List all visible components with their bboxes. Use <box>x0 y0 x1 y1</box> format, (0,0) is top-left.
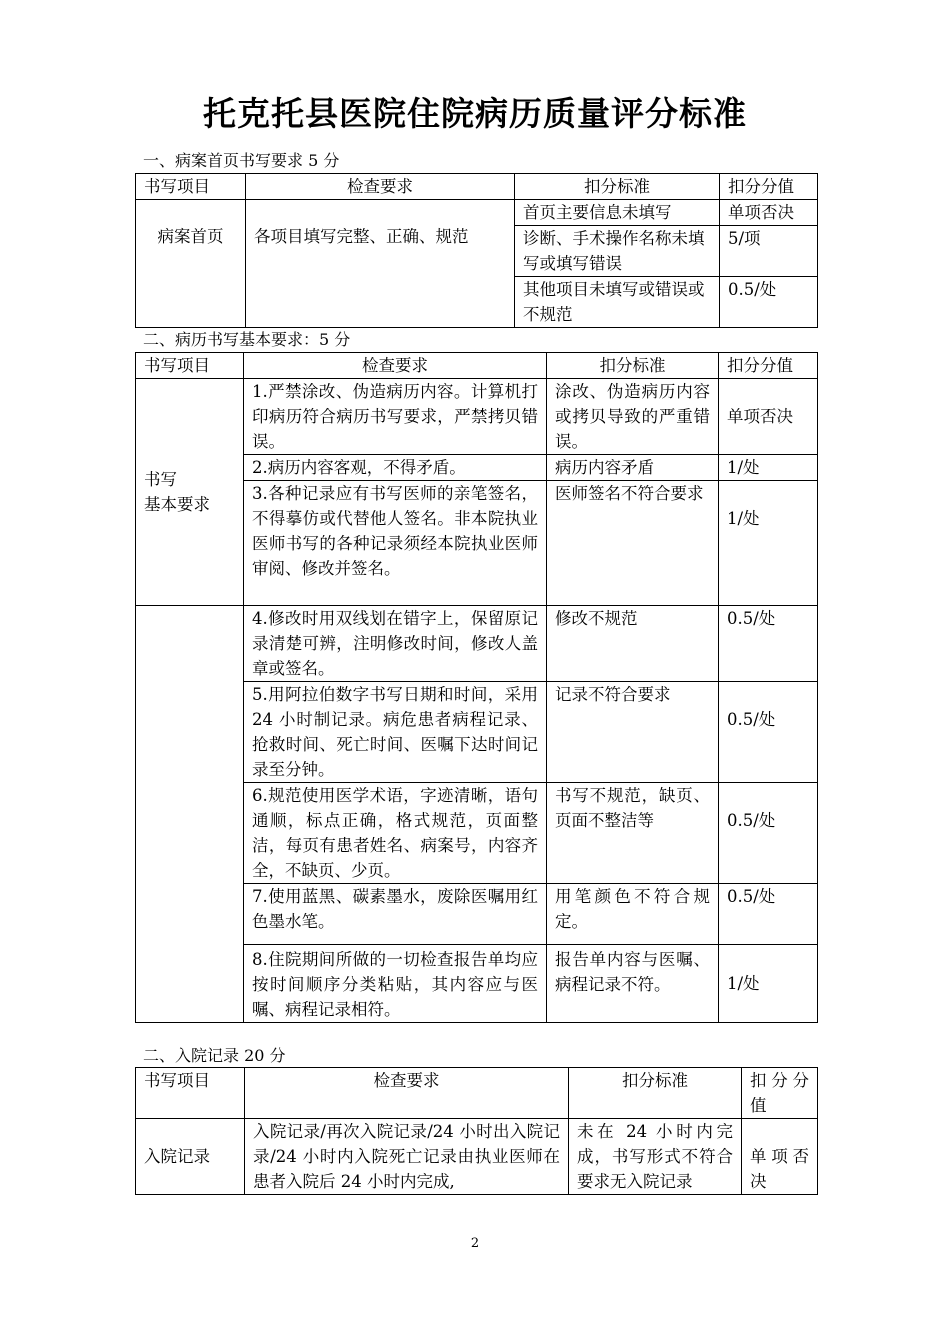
standard-cell: 未在 24 小时内完成，书写形式不符合要求无入院记录 <box>569 1119 742 1195</box>
requirement-cell: 4.修改时用双线划在错字上，保留原记录清楚可辨，注明修改时间，修改人盖章或签名。 <box>244 606 547 682</box>
score-cell: 5/项 <box>720 226 818 277</box>
standard-cell: 医师签名不符合要求 <box>547 481 719 606</box>
standard-cell: 涂改、伪造病历内容或拷贝导致的严重错误。 <box>547 379 719 455</box>
standard-cell: 用笔颜色不符合规定。 <box>547 884 719 945</box>
section1-heading: 一、病案首页书写要求 5 分 <box>143 151 340 170</box>
header-score: 扣分分值 <box>742 1068 818 1119</box>
requirement-cell: 入院记录/再次入院记录/24 小时出入院记录/24 小时内入院死亡记录由执业医师在患者入院后 24 小时内完成, <box>245 1119 569 1195</box>
requirement-cell: 各项目填写完整、正确、规范 <box>246 200 515 328</box>
standard-cell: 其他项目未填写或错误或不规范 <box>515 277 720 328</box>
header-requirement: 检查要求 <box>245 1068 569 1119</box>
header-score: 扣分分值 <box>720 174 818 200</box>
score-cell: 单项否决 <box>742 1119 818 1195</box>
header-standard: 扣分标准 <box>569 1068 742 1119</box>
section3-table <box>135 1067 818 1195</box>
item-cell: 入院记录 <box>136 1119 245 1195</box>
score-cell: 1/处 <box>719 455 818 481</box>
standard-cell: 首页主要信息未填写 <box>515 200 720 226</box>
item-cell <box>136 379 244 606</box>
score-cell: 1/处 <box>719 481 818 606</box>
score-cell: 0.5/处 <box>719 783 818 884</box>
header-score: 扣分分值 <box>719 353 818 379</box>
standard-cell: 记录不符合要求 <box>547 682 719 783</box>
standard-cell: 诊断、手术操作名称未填写或填写错误 <box>515 226 720 277</box>
score-cell: 1/处 <box>719 945 818 1023</box>
header-requirement: 检查要求 <box>246 174 515 200</box>
requirement-cell: 6.规范使用医学术语，字迹清晰，语句通顺，标点正确，格式规范，页面整洁，每页有患者姓名、病案号，内容齐全，不缺页、少页。 <box>244 783 547 884</box>
header-item: 书写项目 <box>136 174 246 200</box>
section1-table <box>135 173 818 328</box>
header-item: 书写项目 <box>136 353 244 379</box>
requirement-cell: 2.病历内容客观，不得矛盾。 <box>244 455 547 481</box>
requirement-cell: 7.使用蓝黑、碳素墨水，废除医嘱用红色墨水笔。 <box>244 884 547 945</box>
standard-cell: 书写不规范，缺页、页面不整洁等 <box>547 783 719 884</box>
page-number: 2 <box>470 1236 480 1251</box>
header-requirement: 检查要求 <box>244 353 547 379</box>
score-cell: 单项否决 <box>720 200 818 226</box>
header-item: 书写项目 <box>136 1068 245 1119</box>
standard-cell: 修改不规范 <box>547 606 719 682</box>
score-cell: 0.5/处 <box>719 682 818 783</box>
item-cell: 病案首页 <box>136 200 246 328</box>
document-title: 托克托县医院住院病历质量评分标准 <box>203 94 747 133</box>
standard-cell: 病历内容矛盾 <box>547 455 719 481</box>
score-cell: 0.5/处 <box>719 884 818 945</box>
item-label-line1: 书写 <box>144 470 177 489</box>
score-cell: 0.5/处 <box>719 606 818 682</box>
section3-heading: 二、入院记录 20 分 <box>143 1046 286 1065</box>
requirement-cell: 1.严禁涂改、伪造病历内容。计算机打印病历符合病历书写要求，严禁拷贝错误。 <box>244 379 547 455</box>
section2-table <box>135 352 818 1023</box>
requirement-cell: 5.用阿拉伯数字书写日期和时间，采用 24 小时制记录。病危患者病程记录、抢救时间、死亡时间、医嘱下达时间记录至分钟。 <box>244 682 547 783</box>
header-standard: 扣分标准 <box>515 174 720 200</box>
score-cell: 0.5/处 <box>720 277 818 328</box>
section2-heading: 二、病历书写基本要求：5 分 <box>143 330 351 349</box>
header-standard: 扣分标准 <box>547 353 719 379</box>
requirement-cell: 8.住院期间所做的一切检查报告单均应按时间顺序分类粘贴，其内容应与医嘱、病程记录相符。 <box>244 945 547 1023</box>
standard-cell: 报告单内容与医嘱、病程记录不符。 <box>547 945 719 1023</box>
requirement-cell: 3.各种记录应有书写医师的亲笔签名，不得摹仿或代替他人签名。非本院执业医师书写的各种记录须经本院执业医师审阅、修改并签名。 <box>244 481 547 606</box>
item-label-line2: 基本要求 <box>144 495 210 514</box>
item-cell-continued <box>136 606 244 1023</box>
score-cell: 单项否决 <box>719 379 818 455</box>
